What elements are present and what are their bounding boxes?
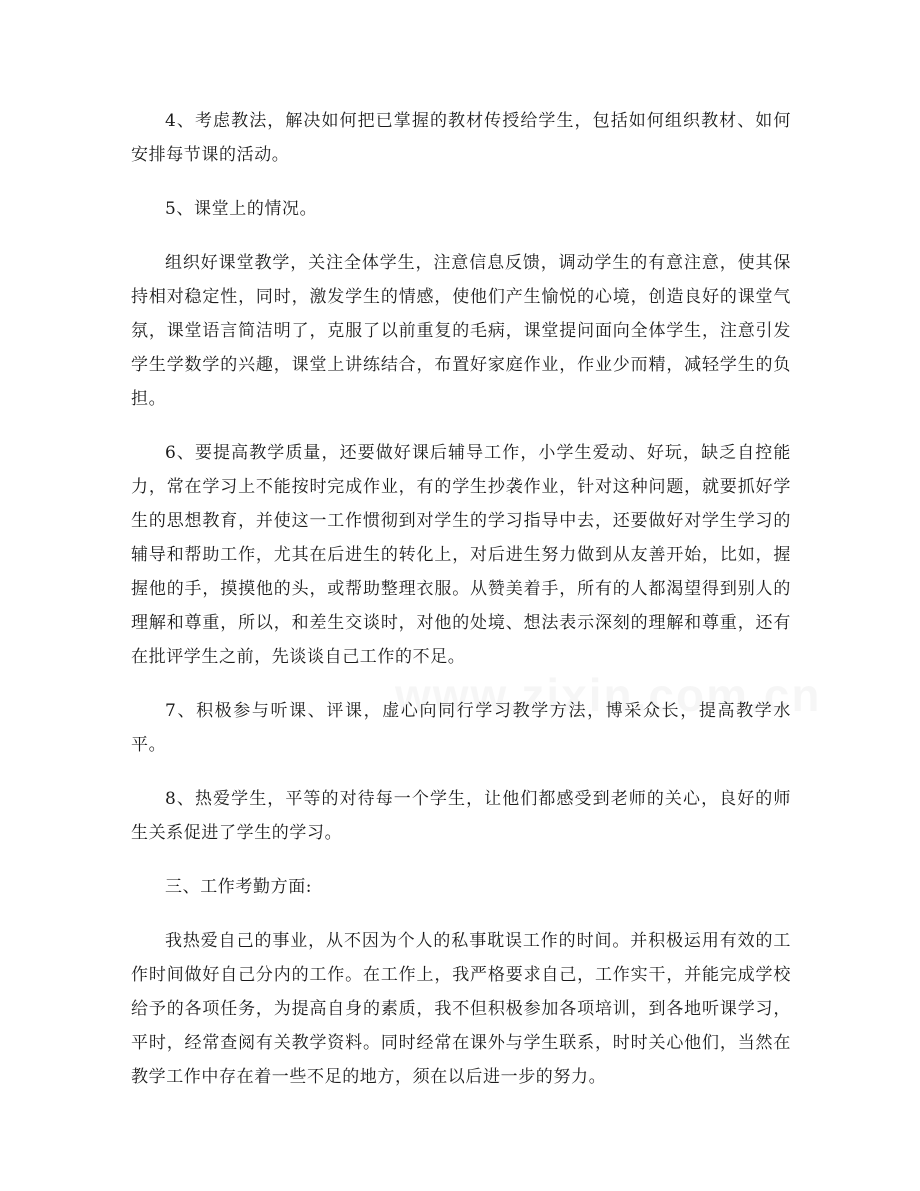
paragraph-item-8: 8、热爱学生，平等的对待每一个学生，让他们都感受到老师的关心，良好的师生关系促进了学生的学习。: [131, 789, 791, 843]
document-body: [131, 104, 791, 1114]
paragraph-item-4: 4、考虑教法，解决如何把已掌握的教材传授给学生，包括如何组织教材、如何安排每节课的活动。: [131, 111, 791, 165]
paragraph-classroom: 组织好课堂教学，关注全体学生，注意信息反馈，调动学生的有意注意，使其保持相对稳定性，同时，激发学生的情感，使他们产生愉悦的心境，创造良好的课堂气氛，课堂语言简洁明了，克服了以前重复的毛病，课堂提问面向全体学生，注意引发学生学数学的兴趣，课堂上讲练结合，布置好家庭作业，作业少而精，减轻学生的负担。: [131, 253, 791, 409]
paragraph-attendance: 我热爱自己的事业，从不因为个人的私事耽误工作的时间。并积极运用有效的工作时间做好自己分内的工作。在工作上，我严格要求自己，工作实干，并能完成学校给予的各项任务，为提高自身的素质，我不但积极参加各项培训，到各地听课学习，平时，经常查阅有关教学资料。同时经常在课外与学生联系，时时关心他们，当然在教学工作中存在着一些不足的地方，须在以后进一步的努力。: [131, 931, 791, 1087]
paragraph-item-6: 6、要提高教学质量，还要做好课后辅导工作，小学生爱动、好玩，缺乏自控能力，常在学习上不能按时完成作业，有的学生抄袭作业，针对这种问题，就要抓好学生的思想教育，并使这一工作惯彻到对学生的学习指导中去，还要做好对学生学习的辅导和帮助工作，尤其在后进生的转化上，对后进生努力做到从友善开始，比如，握握他的手，摸摸他的头，或帮助整理衣服。从赞美着手，所有的人都渴望得到别人的理解和尊重，所以，和差生交谈时，对他的处境、想法表示深刻的理解和尊重，还有在批评学生之前，先谈谈自己工作的不足。: [131, 443, 791, 667]
section-heading-attendance: 三、工作考勤方面:: [165, 877, 313, 897]
paragraph-item-7: 7、积极参与听课、评课，虚心向同行学习教学方法，博采众长，提高教学水平。: [131, 701, 791, 755]
paragraph-item-5-heading: 5、课堂上的情况。: [165, 199, 318, 219]
